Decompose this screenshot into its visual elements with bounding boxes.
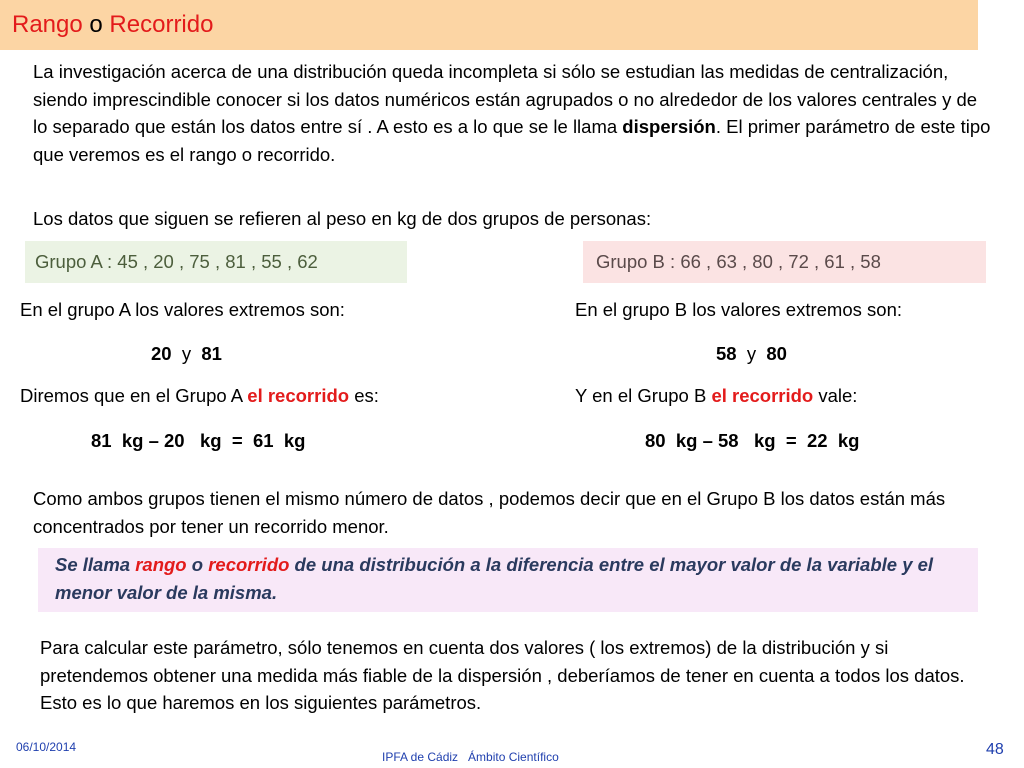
group-a-range-keyword: el recorrido [247,385,350,406]
definition-part1: Se llama [55,554,136,575]
group-b-extremes-text: En el grupo B los valores extremos son: [575,299,902,320]
intro-text-1: La investigación acerca de una distribución queda incompleta si sólo se estudian las medidas de centralización, siendo imprescindible conocer si los datos numéricos están agrupados o no alrededor de los valores centrales y de lo separado que están los datos entre sí . A esto es a lo que se le llama [33,61,978,137]
group-b-min: 58 [716,343,737,364]
definition-rango: rango [135,554,187,575]
group-a-calculation: 81 kg – 20 kg = 61 kg [91,430,306,451]
group-a-and: y [181,343,192,364]
group-a-box [25,241,407,283]
definition-recorrido: recorrido [208,554,290,575]
page-number: 48 [986,741,1004,758]
definition-text [55,551,980,607]
definition-part2: o [186,554,209,575]
group-b-range-keyword: el recorrido [711,385,814,406]
group-b-extremes-values [716,341,787,367]
group-a-extremes-values [151,341,222,367]
intro-text-2: . El primer parámetro de este tipo que veremos es el rango o recorrido. [33,116,991,165]
group-b-range-prefix: Y en el Grupo B [575,385,712,406]
group-a-extremes-text: En el grupo A los valores extremos son: [20,299,345,320]
comparison-paragraph: Como ambos grupos tienen el mismo número de datos , podemos decir que en el Grupo B los datos están más concentrados por tener un recorrido menor. [33,488,946,537]
title-recorrido: Recorrido [109,11,214,38]
group-a-max: 81 [201,343,222,364]
group-a-range-suffix: es: [349,385,379,406]
group-b-max: 80 [766,343,787,364]
group-a-range-prefix: Diremos que en el Grupo A [20,385,248,406]
group-a-label: Grupo A : 45 , 20 , 75 , 81 , 55 , 62 [35,251,318,272]
closing-paragraph: Para calcular este parámetro, sólo tenemos en cuenta dos valores ( los extremos) de la distribución y si pretendemos obtener una medida más fiable de la dispersión , deberíamos de tener en cuenta a todos los datos. Esto es lo que haremos en los siguientes parámetros. [40,637,965,713]
intro-paragraph [33,58,993,168]
title-connector: o [82,11,110,38]
group-b-calculation: 80 kg – 58 kg = 22 kg [645,430,860,451]
group-b-and: y [746,343,757,364]
definition-part3: de una distribución a la diferencia entre el mayor valor de la variable y el menor valor de la misma. [55,554,934,603]
group-b-label: Grupo B : 66 , 63 , 80 , 72 , 61 , 58 [596,251,881,272]
data-intro: Los datos que siguen se refieren al peso en kg de dos grupos de personas: [33,208,652,229]
group-b-box [583,241,986,283]
group-b-range-sentence [575,383,857,409]
slide-title [12,9,213,41]
footer-date: 06/10/2014 [16,740,77,754]
group-b-range-suffix: vale: [813,385,858,406]
title-rango: Rango [12,11,83,38]
group-a-min: 20 [151,343,172,364]
footer-center: IPFA de Cádiz Ámbito Científico [382,750,559,764]
intro-bold-dispersion: dispersión [622,116,716,137]
group-a-range-sentence [20,383,379,409]
